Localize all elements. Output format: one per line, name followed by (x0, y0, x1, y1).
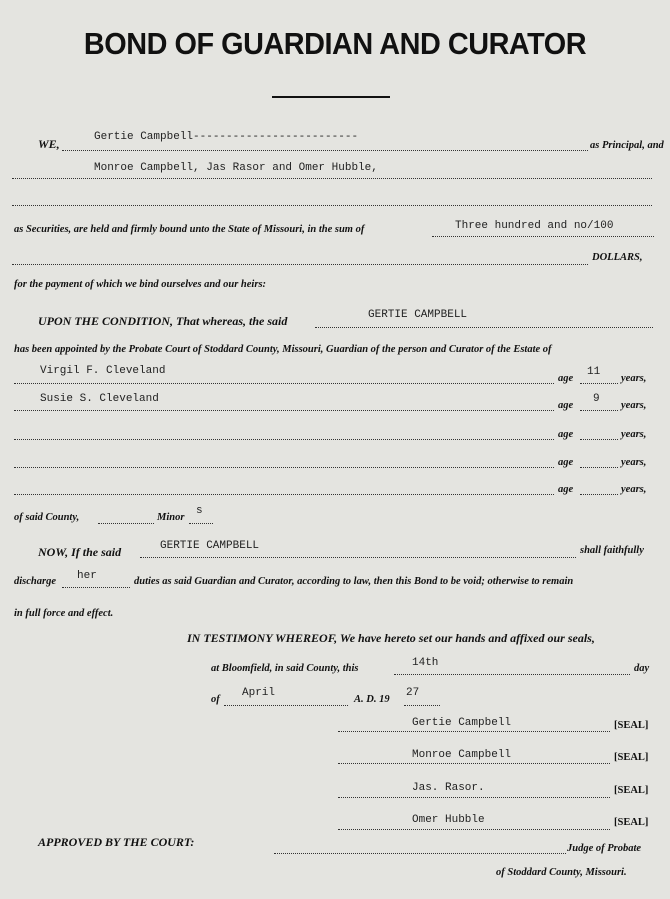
minor-suffix: s (196, 505, 203, 517)
now-label: NOW, If the said (38, 545, 122, 559)
now-name: GERTIE CAMPBELL (160, 540, 260, 552)
years-label: years, (621, 400, 647, 411)
minor-name: Virgil F. Cleveland (40, 365, 166, 377)
ad-label: A. D. 19 (354, 694, 390, 705)
minor-age: 11 (587, 366, 601, 378)
county-label: of said County, (14, 512, 80, 523)
signature-name: Gertie Campbell (412, 717, 512, 729)
age-line (580, 467, 618, 468)
signature-line (338, 731, 610, 732)
principal-line (62, 150, 588, 151)
age-label: age (558, 400, 574, 411)
sum-line (432, 236, 654, 237)
seal-label: [SEAL] (614, 817, 649, 828)
condition-label: UPON THE CONDITION, That whereas, the said (38, 314, 288, 328)
years-label: years, (621, 457, 647, 468)
as-principal-label: as Principal, and (590, 140, 664, 151)
approved-label: APPROVED BY THE COURT: (38, 835, 195, 849)
seal-label: [SEAL] (614, 752, 649, 763)
now-line (140, 557, 576, 558)
age-label: age (558, 484, 574, 495)
county-court-label: of Stoddard County, Missouri. (496, 867, 627, 878)
condition-line (315, 327, 653, 328)
age-label: age (558, 429, 574, 440)
minor-name-line (14, 439, 554, 440)
signature-name: Jas. Rasor. (412, 782, 485, 794)
day-value: 14th (412, 657, 439, 669)
principal-name: Gertie Campbell------------------------- (94, 131, 359, 143)
discharge-pronoun: her (77, 570, 97, 582)
minor-name-line (14, 410, 554, 411)
force-text: in full force and effect. (14, 608, 114, 619)
bloomfield-text: at Bloomfield, in said County, this (211, 663, 359, 674)
dollars-label: DOLLARS, (592, 252, 643, 263)
we-label: WE, (38, 137, 60, 151)
seal-label: [SEAL] (614, 785, 649, 796)
minor-name-line (14, 467, 554, 468)
age-label: age (558, 373, 574, 384)
pronoun-line (62, 587, 130, 588)
payment-text: for the payment of which we bind ourselves and our heirs: (14, 279, 267, 290)
age-line (580, 439, 618, 440)
title-underline (272, 96, 390, 98)
minor-age: 9 (593, 393, 600, 405)
age-label: age (558, 457, 574, 468)
signature-line (338, 829, 610, 830)
securities-line (12, 178, 652, 179)
judge-label: Judge of Probate (567, 843, 642, 854)
duties-text: duties as said Guardian and Curator, according to law, then this Bond to be void; otherwise to remain (134, 576, 574, 587)
month-line (224, 705, 348, 706)
years-label: years, (621, 373, 647, 384)
age-line (580, 494, 618, 495)
document-title: BOND OF GUARDIAN AND CURATOR (83, 26, 587, 61)
day-line (394, 674, 630, 675)
signature-name: Omer Hubble (412, 814, 485, 826)
county-line (98, 523, 154, 524)
securities-names: Monroe Campbell, Jas Rasor and Omer Hubble, (94, 162, 378, 174)
month-value: April (242, 687, 276, 699)
securities-text: as Securities, are held and firmly bound unto the State of Missouri, in the sum of (14, 224, 365, 235)
dollars-line (12, 264, 588, 265)
years-label: years, (621, 429, 647, 440)
age-line (580, 383, 618, 384)
discharge-label: discharge (14, 576, 56, 587)
signature-line (338, 797, 610, 798)
year-value: 27 (406, 687, 420, 699)
years-label: years, (621, 484, 647, 495)
year-line (404, 705, 440, 706)
of-label: of (211, 694, 220, 705)
condition-name: GERTIE CAMPBELL (368, 309, 468, 321)
seal-label: [SEAL] (614, 720, 649, 731)
age-line (580, 410, 618, 411)
minor-name: Susie S. Cleveland (40, 393, 159, 405)
signature-name: Monroe Campbell (412, 749, 512, 761)
appointed-text: has been appointed by the Probate Court of Stoddard County, Missouri, Guardian of the person and Curator of the Estate of (14, 344, 552, 355)
sum-amount: Three hundred and no/100 (455, 220, 614, 232)
judge-line (274, 853, 566, 854)
minor-name-line (14, 494, 554, 495)
testimony-text: IN TESTIMONY WHEREOF, We have hereto set our hands and affixed our seals, (187, 631, 595, 645)
blank-line-1 (12, 205, 652, 206)
faithfully-label: shall faithfully (580, 545, 644, 556)
minor-name-line (14, 383, 554, 384)
day-label: day (634, 663, 650, 674)
minor-label: Minor (157, 512, 185, 523)
signature-line (338, 763, 610, 764)
minor-suffix-line (189, 523, 213, 524)
